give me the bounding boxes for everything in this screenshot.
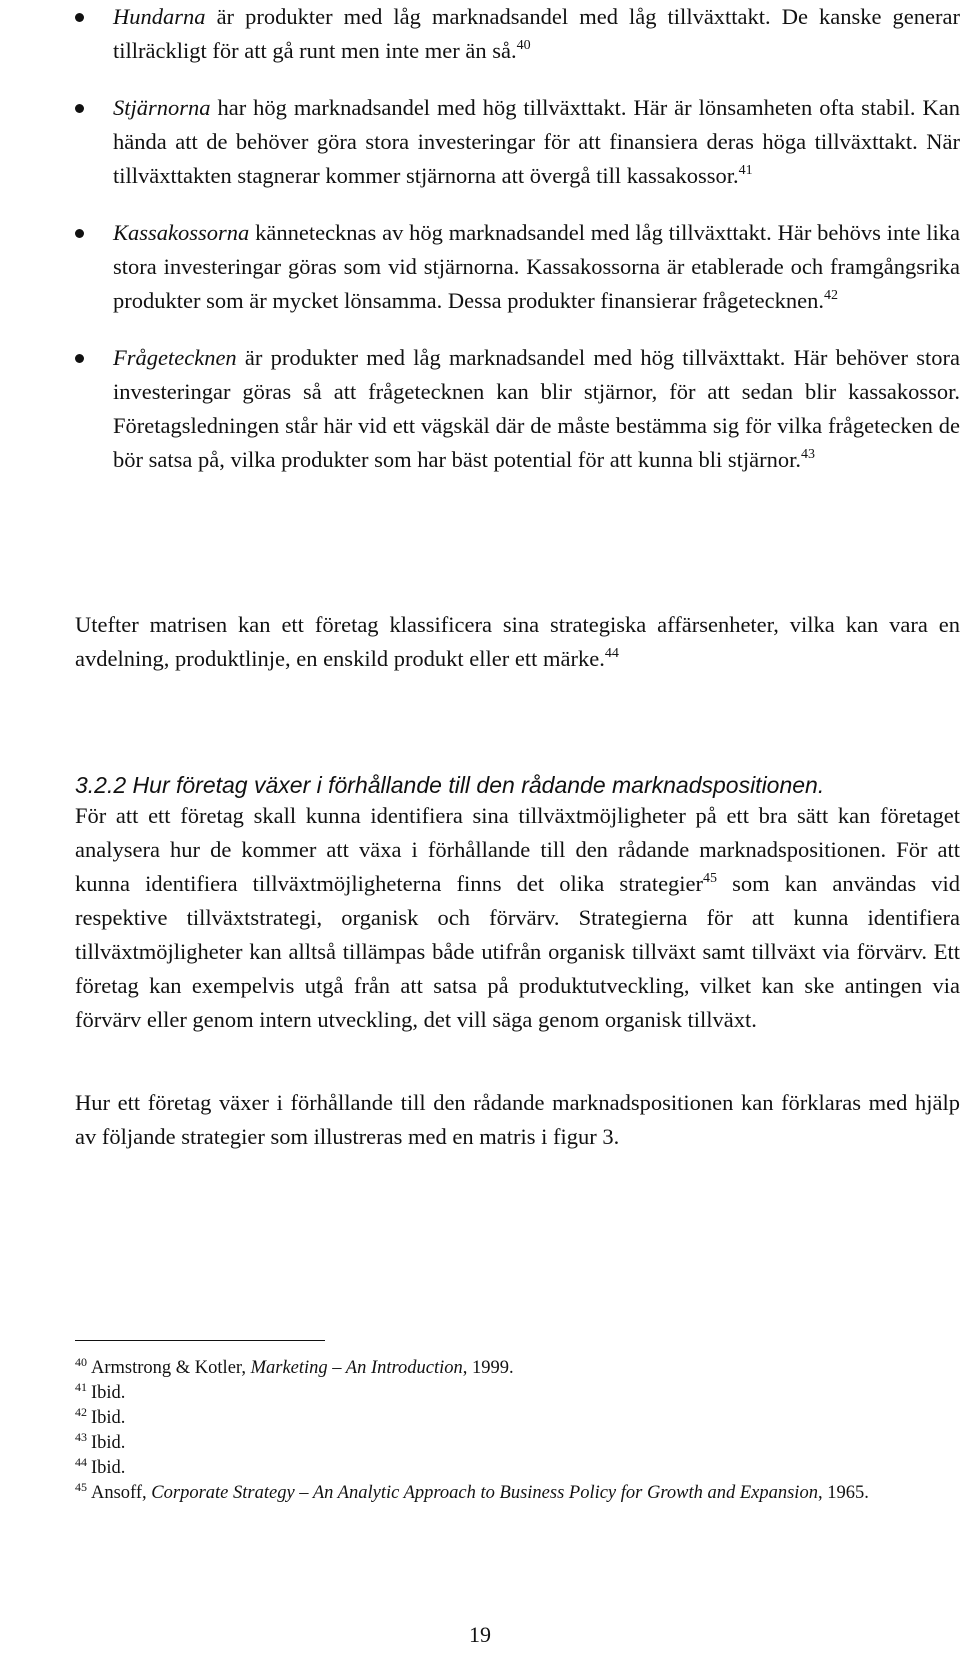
bullet-term: Stjärnorna <box>113 95 211 120</box>
bullet-term: Hundarna <box>113 4 206 29</box>
footnote-number: 44 <box>75 1455 87 1469</box>
footnote-ref[interactable]: 43 <box>800 447 815 462</box>
footnote-item <box>75 1456 960 1481</box>
paragraph-growth-strategies <box>75 799 960 1037</box>
footnote-list <box>75 1356 960 1506</box>
footnote-text: , 1965. <box>817 1483 869 1503</box>
footnote-text: Ansoff, <box>91 1483 152 1503</box>
footnote-number: 45 <box>75 1480 87 1494</box>
bullet-item-fragetecknen <box>75 341 960 477</box>
bcg-bullet-list <box>75 0 960 500</box>
bullet-dot-icon <box>75 13 84 22</box>
paragraph-text: För att ett företag skall kunna identifiera sina tillväxtmöjligheter på ett bra sätt kan företaget analysera hur de kommer att växa i förhållande till den rådande marknadspositionen. För att kunna identifiera tillväxtmöjligheterna finns det olika strategier <box>75 803 960 896</box>
footnote-title: Corporate Strategy – An Analytic Approach to Business Policy for Growth and Expansion <box>151 1483 818 1503</box>
footnote-number: 40 <box>75 1355 87 1369</box>
bullet-text: har hög marknadsandel med hög tillväxttakt. Här är lönsamheten ofta stabil. Kan hända att de behöver göra stora investeringar för att finansiera deras höga tillväxttakt. När tillväxttakten stagnerar kommer stjärnorna att övergå till kassakossor. <box>113 95 960 188</box>
paragraph-text: som kan användas vid respektive tillväxtstrategi, organisk och förvärv. Strategierna för att kunna identifiera tillväxtmöjligheter kan alltså tillämpas både utifrån organisk tillväxt samt tillväxt via förvärv. Ett företag kan exempelvis utgå från att satsa på produktutveckling, vilket kan ske antingen via förvärv eller genom intern utveckling, det vill säga genom organisk tillväxt. <box>75 871 960 1032</box>
bullet-item-stjarnorna <box>75 91 960 193</box>
footnote-separator <box>75 1340 325 1341</box>
footnote-ref[interactable]: 41 <box>738 163 753 178</box>
bullet-text: är produkter med låg marknadsandel med låg tillväxttakt. De kanske generar tillräckligt för att gå runt men inte mer än så. <box>113 4 960 63</box>
bullet-item-hundarna <box>75 0 960 68</box>
footnote-number: 41 <box>75 1380 87 1394</box>
footnote-text: Ibid. <box>91 1408 126 1428</box>
footnote-text: Ibid. <box>91 1433 126 1453</box>
footnote-text: Ibid. <box>91 1383 126 1403</box>
footnote-text: , 1999. <box>462 1358 514 1378</box>
bullet-text: kännetecknas av hög marknadsandel med låg tillväxttakt. Här behövs inte lika stora investeringar göras som vid stjärnorna. Kassakossorna är etablerade och framgångsrika produkter som är mycket lönsamma. Dessa produkter finansierar frågetecknen. <box>113 220 960 313</box>
section-heading: 3.2.2 Hur företag växer i förhållande till den rådande marknadspositionen. <box>75 772 825 798</box>
footnote-text: Armstrong & Kotler, <box>91 1358 251 1378</box>
paragraph-text: Utefter matrisen kan ett företag klassificera sina strategiska affärsenheter, vilka kan vara en avdelning, produktlinje, en enskild produkt eller ett märke. <box>75 612 960 671</box>
footnote-item <box>75 1356 960 1381</box>
page-number: 19 <box>469 1622 491 1647</box>
bullet-text: är produkter med låg marknadsandel med hög tillväxttakt. Här behöver stora investeringar göras så att frågetecknen kan blir stjärnor, för att sedan blir kassakossor. Företagsledningen står här vid ett vägskäl där de måste bestämma sig för vilka frågetecken de bör satsa på, vilka produkter som har bäst potential för att kunna bli stjärnor. <box>113 345 960 472</box>
footnote-text: Ibid. <box>91 1458 126 1478</box>
footnote-item <box>75 1406 960 1431</box>
footnote-item <box>75 1481 960 1506</box>
paragraph-matrix-classification <box>75 608 960 676</box>
footnote-ref[interactable]: 44 <box>604 646 619 661</box>
footnote-ref[interactable]: 40 <box>516 38 531 53</box>
bullet-dot-icon <box>75 104 84 113</box>
footnote-item <box>75 1431 960 1456</box>
footnote-title: Marketing – An Introduction <box>250 1358 463 1378</box>
footnote-number: 42 <box>75 1405 87 1419</box>
footnote-ref[interactable]: 45 <box>703 871 718 886</box>
paragraph-matrix-intro: Hur ett företag växer i förhållande till den rådande marknadspositionen kan förklaras med hjälp av följande strategier som illustreras med en matris i figur 3. <box>75 1090 960 1149</box>
bullet-term: Frågetecknen <box>113 345 237 370</box>
bullet-term: Kassakossorna <box>113 220 250 245</box>
footnote-ref[interactable]: 42 <box>824 288 838 303</box>
footnote-number: 43 <box>75 1430 87 1444</box>
bullet-item-kassakossorna <box>75 216 960 318</box>
footnote-item <box>75 1381 960 1406</box>
bullet-dot-icon <box>75 354 84 363</box>
bullet-dot-icon <box>75 229 84 238</box>
